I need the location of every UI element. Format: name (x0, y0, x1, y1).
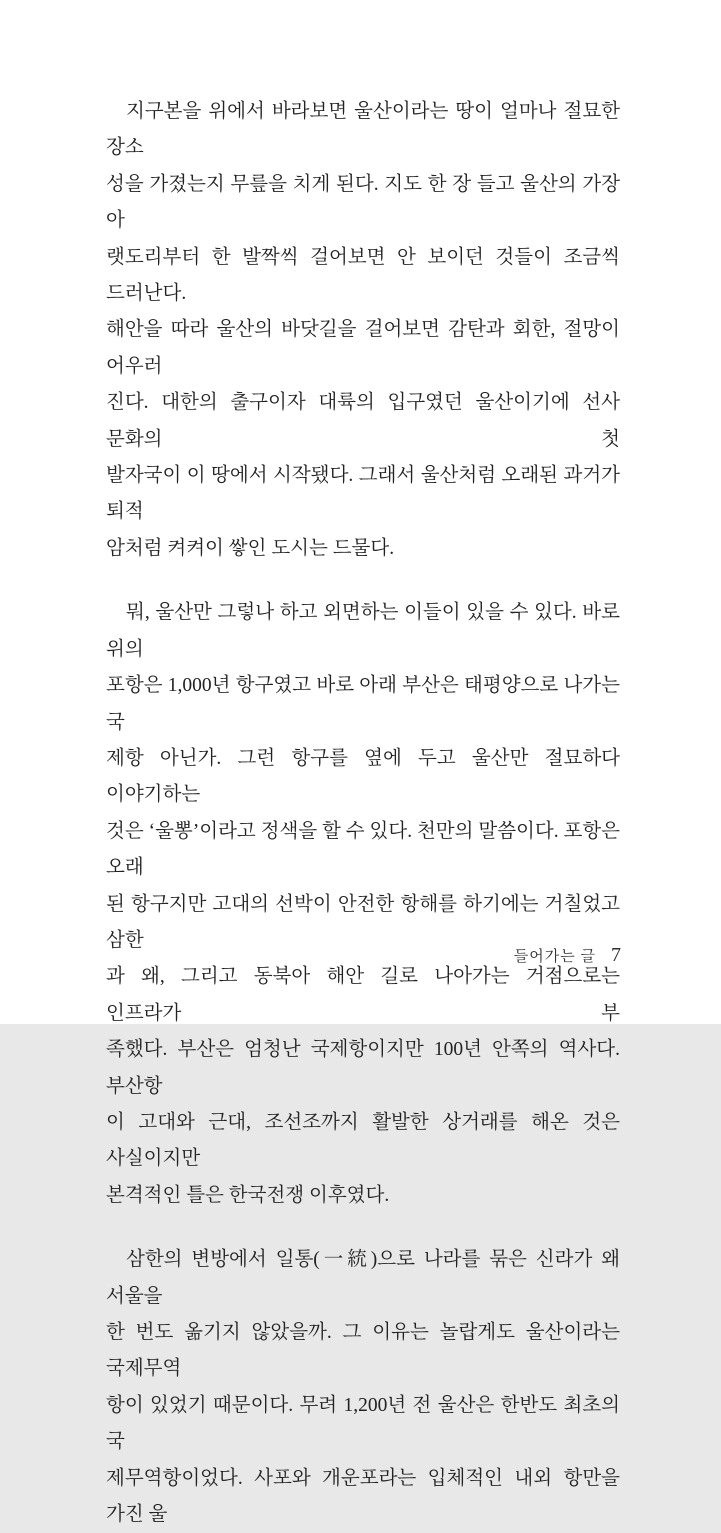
text-line: 랫도리부터 한 발짝씩 걸어보면 안 보이던 것들이 조금씩 드러난다. (106, 246, 620, 305)
text-line: 성을 가졌는지 무릎을 치게 된다. 지도 한 장 들고 울산의 가장 아 (106, 173, 620, 232)
text-line: 제항 아닌가. 그런 항구를 옆에 두고 울산만 절묘하다 이야기하는 (106, 747, 620, 806)
text-line: 한 번도 옮기지 않았을까. 그 이유는 놀랍게도 울산이라는 국제무역 (106, 1322, 620, 1380)
paragraph (106, 1242, 620, 1533)
text-line: 발자국이 이 땅에서 시작됐다. 그래서 울산처럼 오래된 과거가 퇴적 (106, 465, 620, 523)
text-line: 항이 있었기 때문이다. 무려 1,200년 전 울산은 한반도 최초의 국 (106, 1394, 620, 1453)
page-footer (514, 944, 621, 967)
text-line: 제무역항이었다. 사포와 개운포라는 입체적인 내외 항만을 가진 울 (106, 1467, 620, 1526)
text-line: 진다. 대한의 출구이자 대륙의 입구였던 울산이기에 선사 문화의 첫 (106, 392, 620, 450)
text-line: 된 항구지만 고대의 선박이 안전한 항해를 하기에는 거칠었고 삼한 (106, 893, 620, 951)
footer-page-number: 7 (611, 944, 621, 966)
text-line: 본격적인 틀은 한국전쟁 이후였다. (106, 1184, 390, 1206)
text-line: 삼한의 변방에서 일통(一統)으로 나라를 묶은 신라가 왜 서울을 (106, 1249, 620, 1307)
text-line: 지구본을 위에서 바라보면 울산이라는 땅이 얼마나 절묘한 장소 (106, 101, 620, 159)
paragraph (106, 94, 620, 567)
text-line: 과 왜, 그리고 동북아 해안 길로 나아가는 거점으로는 인프라가 부 (106, 966, 620, 1024)
paragraph (106, 595, 620, 1214)
text-line: 족했다. 부산은 엄청난 국제항이지만 100년 안쪽의 역사다. 부산항 (106, 1039, 620, 1097)
text-line: 뭐, 울산만 그렇나 하고 외면하는 이들이 있을 수 있다. 바로 위의 (106, 602, 620, 660)
footer-section-title: 들어가는 글 (513, 949, 596, 965)
text-line: 이 고대와 근대, 조선조까지 활발한 상거래를 해온 것은 사실이지만 (106, 1111, 620, 1170)
text-line: 것은 ‘울뽕’이라고 정색을 할 수 있다. 천만의 말씀이다. 포항은 오래 (106, 820, 620, 879)
text-line: 해안을 따라 울산의 바닷길을 걸어보면 감탄과 회한, 절망이 어우러 (106, 319, 620, 377)
text-line: 암처럼 켜켜이 쌓인 도시는 드물다. (106, 537, 395, 559)
text-line: 포항은 1,000년 항구였고 바로 아래 부산은 태평양으로 나가는 국 (106, 675, 620, 733)
body-text (106, 94, 620, 1533)
